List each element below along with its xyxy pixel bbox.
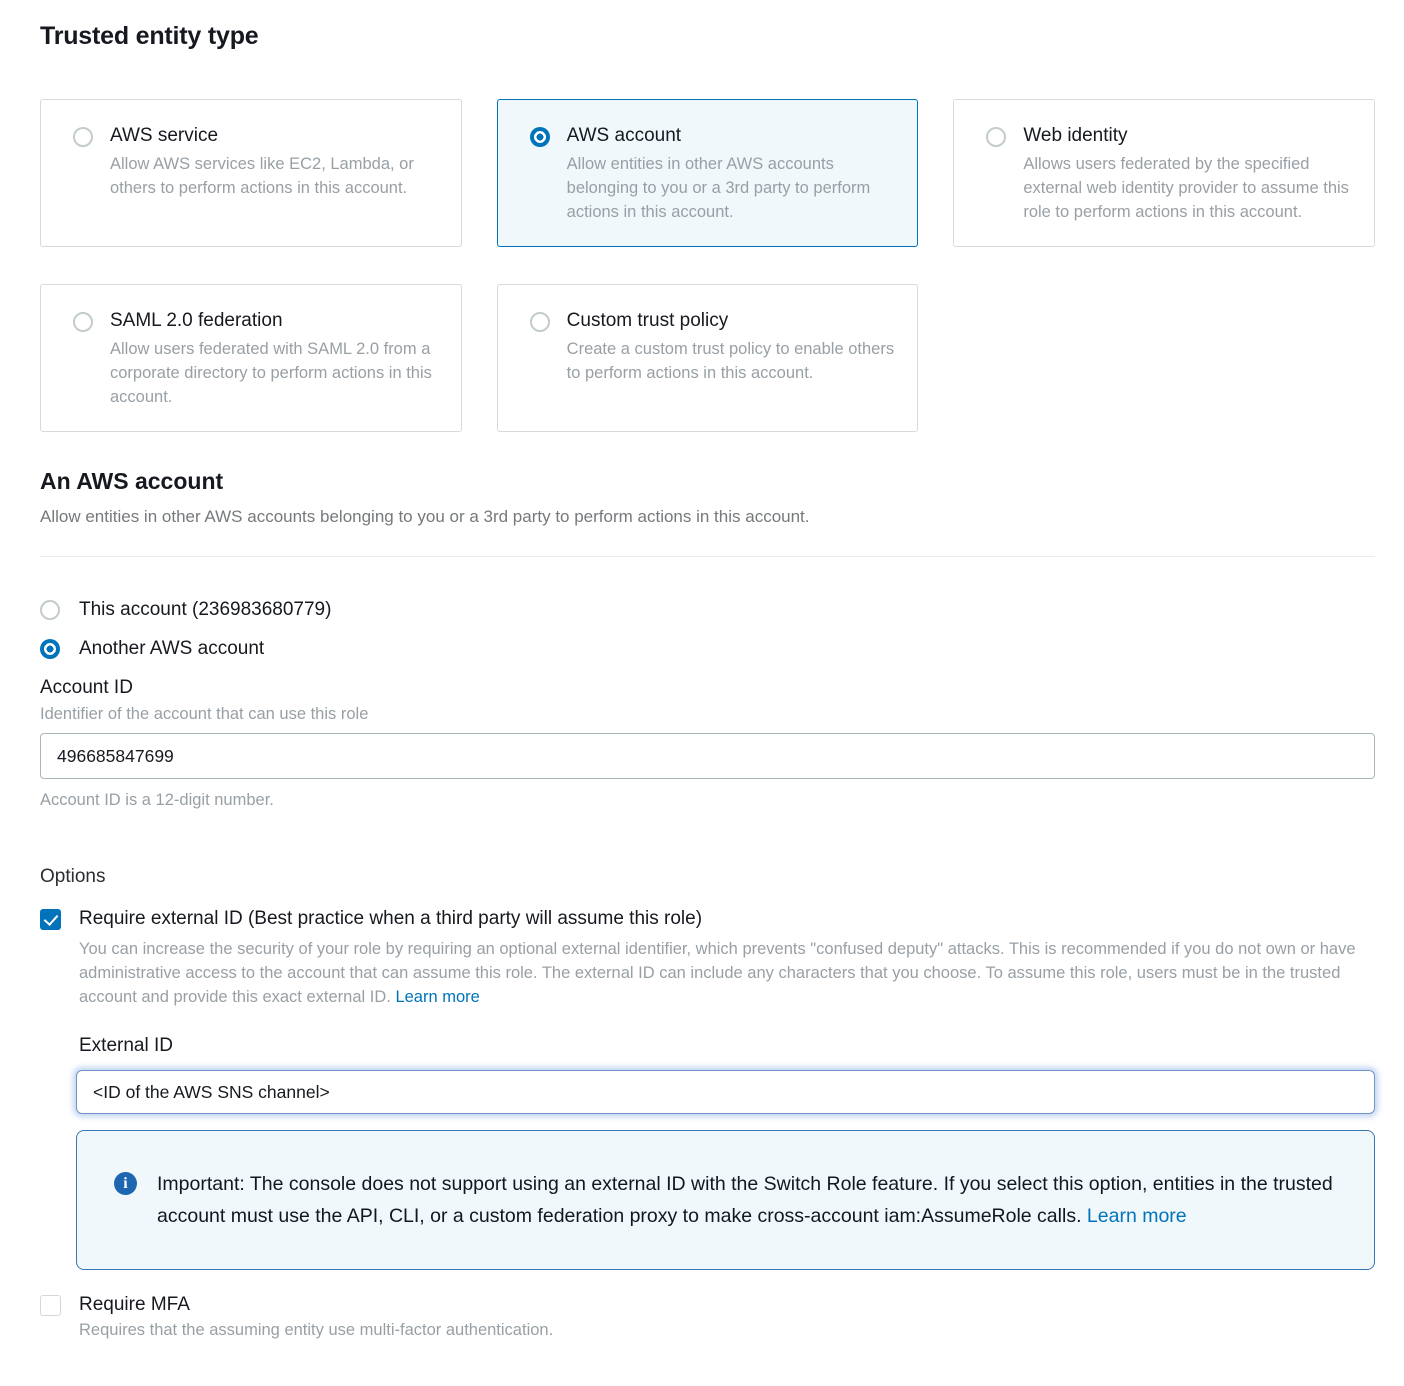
- trusted-entity-type-cards: [40, 99, 1375, 432]
- info-learn-more-link[interactable]: Learn more: [1086, 1205, 1187, 1227]
- radio-button-icon[interactable]: [530, 312, 550, 332]
- card-description: Allow AWS services like EC2, Lambda, or others to perform actions in this account.: [110, 155, 414, 197]
- info-icon: i: [114, 1172, 137, 1195]
- card-content: [1023, 125, 1352, 224]
- radio-another-aws-account[interactable]: [40, 638, 1375, 660]
- account-id-label: Account ID: [40, 677, 133, 698]
- card-content: [110, 125, 439, 200]
- section-title: An AWS account: [40, 468, 224, 494]
- require-external-id-label: Require external ID (Best practice when a third party will assume this role): [79, 908, 703, 929]
- radio-button-icon[interactable]: [73, 127, 93, 147]
- checkbox-checked-icon[interactable]: [40, 909, 61, 930]
- require-mfa-label: Require MFA: [79, 1294, 190, 1315]
- card-title: AWS account: [566, 125, 682, 146]
- checkbox-unchecked-icon[interactable]: [40, 1295, 61, 1316]
- card-saml-federation[interactable]: [40, 284, 462, 432]
- radio-button-icon[interactable]: [986, 127, 1006, 147]
- require-mfa-checkbox-row[interactable]: [40, 1294, 1375, 1316]
- radio-label: Another AWS account: [79, 638, 265, 659]
- require-external-id-description: [79, 937, 1375, 1009]
- section-description: Allow entities in other AWS accounts belonging to you or a 3rd party to perform actions in this account.: [40, 507, 810, 526]
- radio-button-icon[interactable]: [73, 312, 93, 332]
- page-title: Trusted entity type: [40, 22, 259, 50]
- card-aws-service[interactable]: [40, 99, 462, 247]
- card-description: Allow entities in other AWS accounts belonging to you or a 3rd party to perform actions in this account.: [566, 155, 871, 221]
- card-title: AWS service: [110, 125, 219, 146]
- card-aws-account[interactable]: [497, 99, 919, 247]
- external-id-label: External ID: [79, 1035, 173, 1056]
- external-id-input[interactable]: [76, 1070, 1375, 1114]
- account-id-constraint: Account ID is a 12-digit number.: [40, 791, 274, 809]
- require-external-id-checkbox-row[interactable]: [40, 908, 1375, 930]
- divider: [40, 556, 1375, 557]
- radio-button-selected-icon[interactable]: [530, 127, 550, 147]
- learn-more-link[interactable]: Learn more: [395, 988, 480, 1006]
- card-title: SAML 2.0 federation: [110, 310, 283, 331]
- radio-button-icon[interactable]: [40, 600, 60, 620]
- card-custom-trust-policy[interactable]: [497, 284, 919, 432]
- card-web-identity[interactable]: [953, 99, 1375, 247]
- radio-label: This account (236983680779): [79, 599, 332, 620]
- card-content: [567, 310, 896, 385]
- require-mfa-description: Requires that the assuming entity use multi-factor authentication.: [79, 1321, 554, 1339]
- card-description: Allows users federated by the specified external web identity provider to assume this role to perform actions in this account.: [1023, 155, 1349, 221]
- external-id-info-box: [76, 1130, 1375, 1270]
- options-label: Options: [40, 866, 106, 887]
- radio-button-selected-icon[interactable]: [40, 639, 60, 659]
- card-title: Web identity: [1023, 125, 1128, 146]
- card-description: Create a custom trust policy to enable others to perform actions in this account.: [566, 340, 895, 382]
- empty-grid-cell: [953, 284, 1375, 432]
- card-content: [110, 310, 439, 409]
- radio-this-account[interactable]: [40, 599, 1375, 621]
- card-content: [567, 125, 896, 224]
- description-text: You can increase the security of your role by requiring an optional external identifier, which prevents "confused deputy" attacks. This is recommended if you do not own or have administrative access to the account that can assume this role. The external ID can include any characters that you choose. To assume this role, users must be in the trusted account and provide this exact external ID.: [79, 940, 1356, 1006]
- card-title: Custom trust policy: [566, 310, 729, 331]
- info-text-content: Important: The console does not support using an external ID with the Switch Role feature. If you select this option, entities in the trusted account must use the API, CLI, or a custom federation proxy to make cross-account iam:AssumeRole calls.: [157, 1173, 1333, 1227]
- info-box-text: [157, 1168, 1334, 1232]
- card-description: Allow users federated with SAML 2.0 from a corporate directory to perform actions in this account.: [110, 340, 432, 406]
- account-id-description: Identifier of the account that can use this role: [40, 705, 369, 723]
- account-id-input[interactable]: [40, 733, 1375, 779]
